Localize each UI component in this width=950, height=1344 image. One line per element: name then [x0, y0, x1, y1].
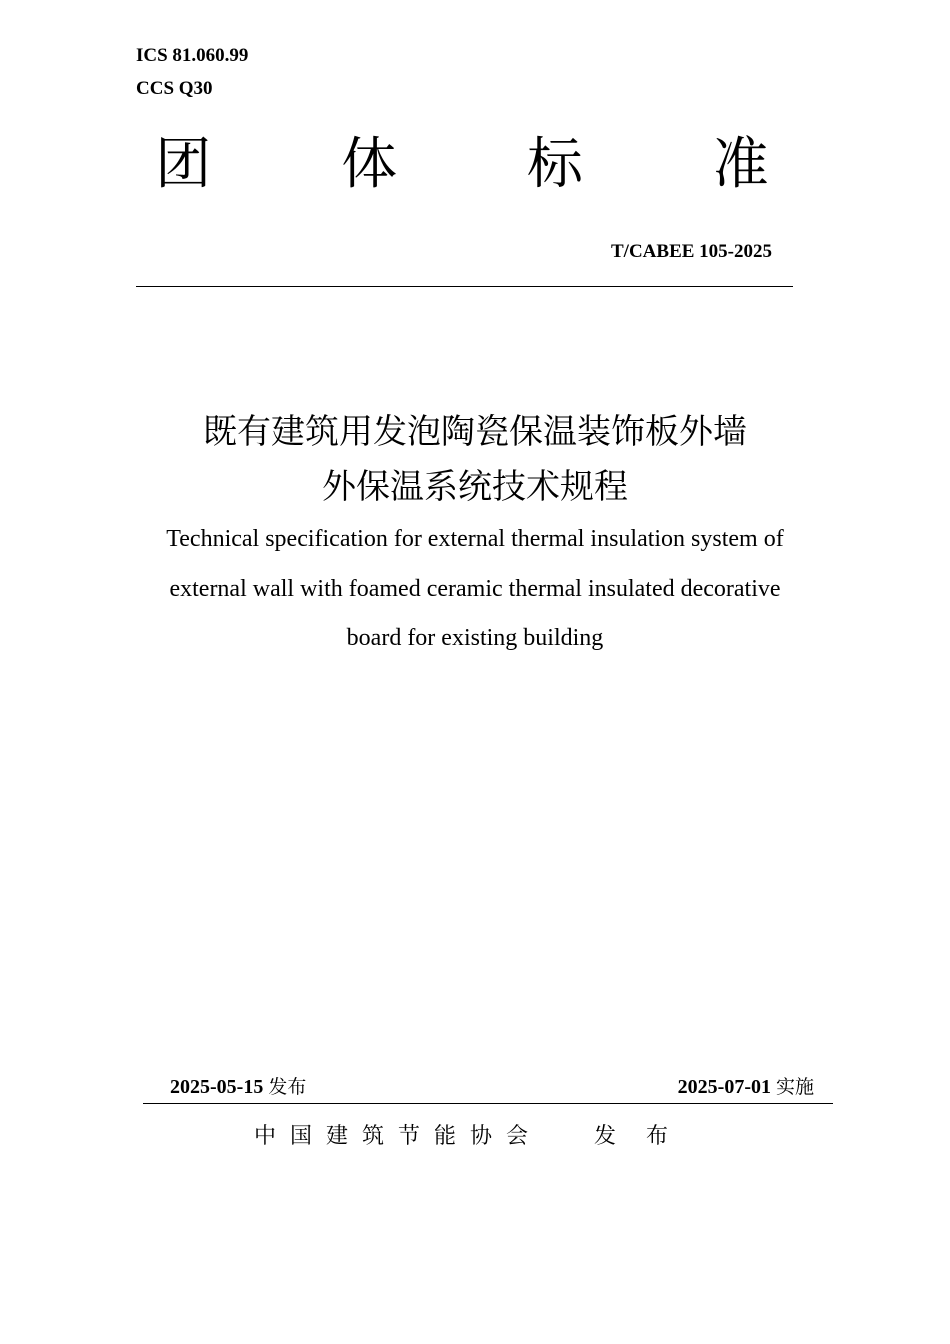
top-divider — [136, 286, 793, 287]
ccs-code: CCS Q30 — [136, 78, 213, 99]
implement-date-block — [678, 1074, 814, 1100]
publish-date: 2025-05-15 — [170, 1076, 264, 1098]
publish-date-label: 发布 — [268, 1076, 307, 1098]
title-en-line-2: external wall with foamed ceramic thermal insulated decorative — [169, 576, 781, 602]
implement-date-label: 实施 — [775, 1076, 814, 1098]
bottom-divider — [143, 1103, 833, 1104]
standard-number: T/CABEE 105-2025 — [611, 241, 772, 262]
title-cn-line-1: 既有建筑用发泡陶瓷保温装饰板外墙 — [203, 412, 747, 452]
implement-date: 2025-07-01 — [677, 1076, 771, 1098]
title-en-line-3: board for existing building — [346, 625, 604, 651]
publish-date-block — [170, 1074, 306, 1100]
title-en-line-1: Technical specification for external thermal insulation system of — [166, 526, 784, 552]
publisher-name: 中国建筑节能协会 — [254, 1124, 543, 1149]
ics-code: ICS 81.060.99 — [136, 45, 249, 66]
standard-type-heading: 团 体 标 准 — [155, 132, 825, 197]
publisher-publish-word: 发布 — [594, 1124, 699, 1149]
publisher-line — [254, 1122, 698, 1152]
title-cn-line-2: 外保温系统技术规程 — [322, 467, 628, 507]
